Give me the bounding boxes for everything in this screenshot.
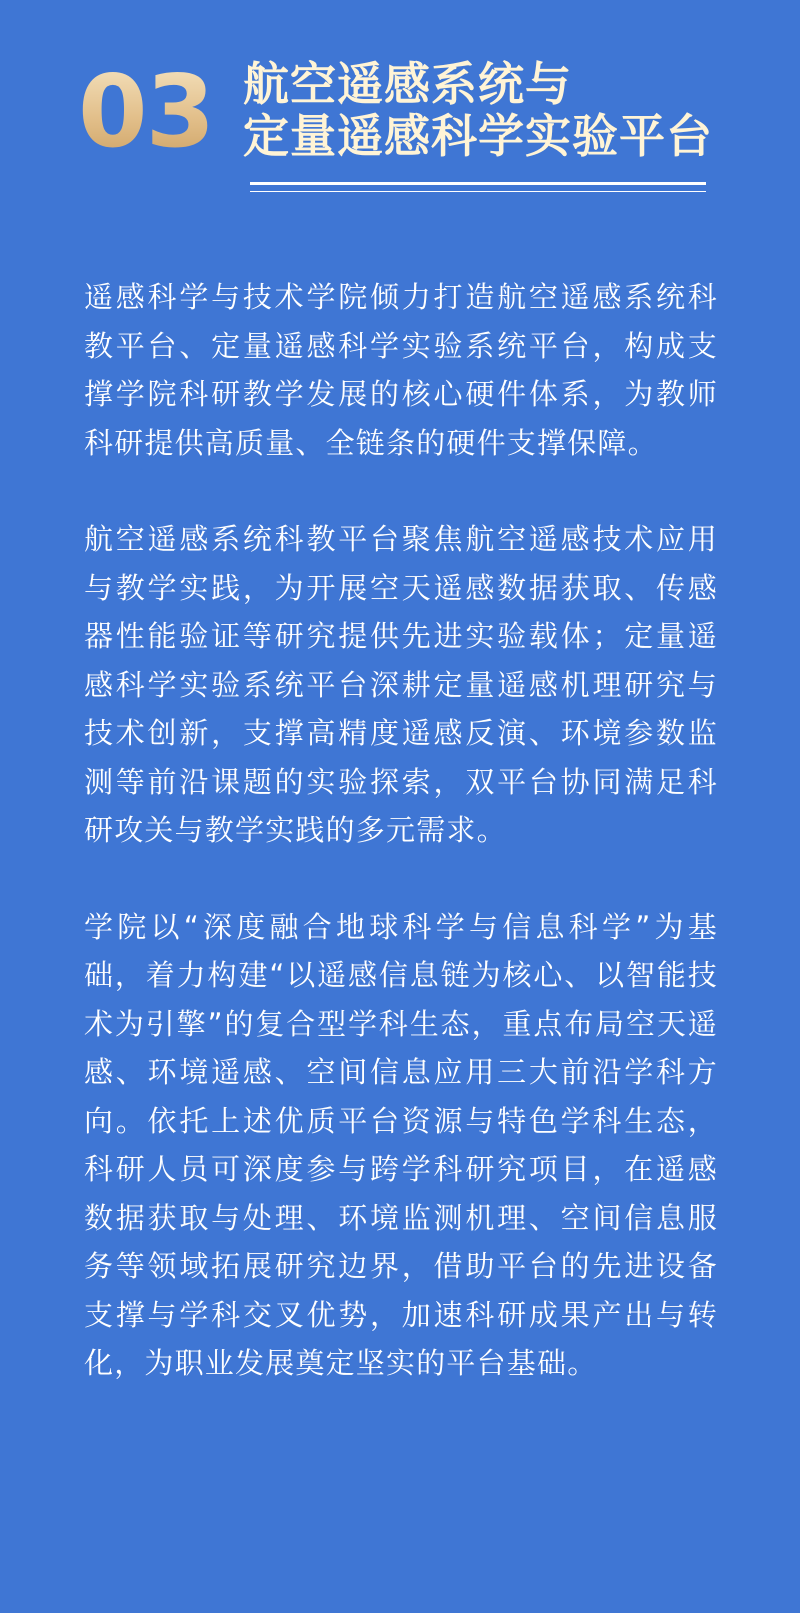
paragraph-platforms: 航空遥感系统科教平台聚焦航空遥感技术应用与教学实践，为开展空天遥感数据获取、传感器性能验证等研究提供先进实验载体；定量遥感科学实验系统平台深耕定量遥感机理研究与技术创新，支撑高精度遥感反演、环境参数监测等前沿课题的实验探索，双平台协同满足科研攻关与教学实践的多元需求。 xyxy=(84,522,718,847)
section-header xyxy=(0,0,800,200)
section-title-line-2: 定量遥感科学实验平台 xyxy=(243,109,713,163)
paragraph-intro: 遥感科学与技术学院倾力打造航空遥感系统科教平台、定量遥感科学实验系统平台，构成支撑学院科研教学发展的核心硬件体系，为教师科研提供高质量、全链条的硬件支撑保障。 xyxy=(84,280,718,460)
title-divider xyxy=(250,182,706,192)
section-number: 03 xyxy=(78,53,214,170)
section-title-line-1: 航空遥感系统与 xyxy=(243,57,572,111)
paragraph-disciplines: 学院以“深度融合地球科学与信息科学”为基础，着力构建“以遥感信息链为核心、以智能技术为引擎”的复合型学科生态，重点布局空天遥感、环境遥感、空间信息应用三大前沿学科方向。依托上述优质平台资源与特色学科生态，科研人员可深度参与跨学科研究项目，在遥感数据获取与处理、环境监测机理、空间信息服务等领域拓展研究边界，借助平台的先进设备支撑与学科交叉优势，加速科研成果产出与转化，为职业发展奠定坚实的平台基础。 xyxy=(84,909,718,1380)
body-content xyxy=(84,273,718,1436)
section-title xyxy=(243,58,763,162)
